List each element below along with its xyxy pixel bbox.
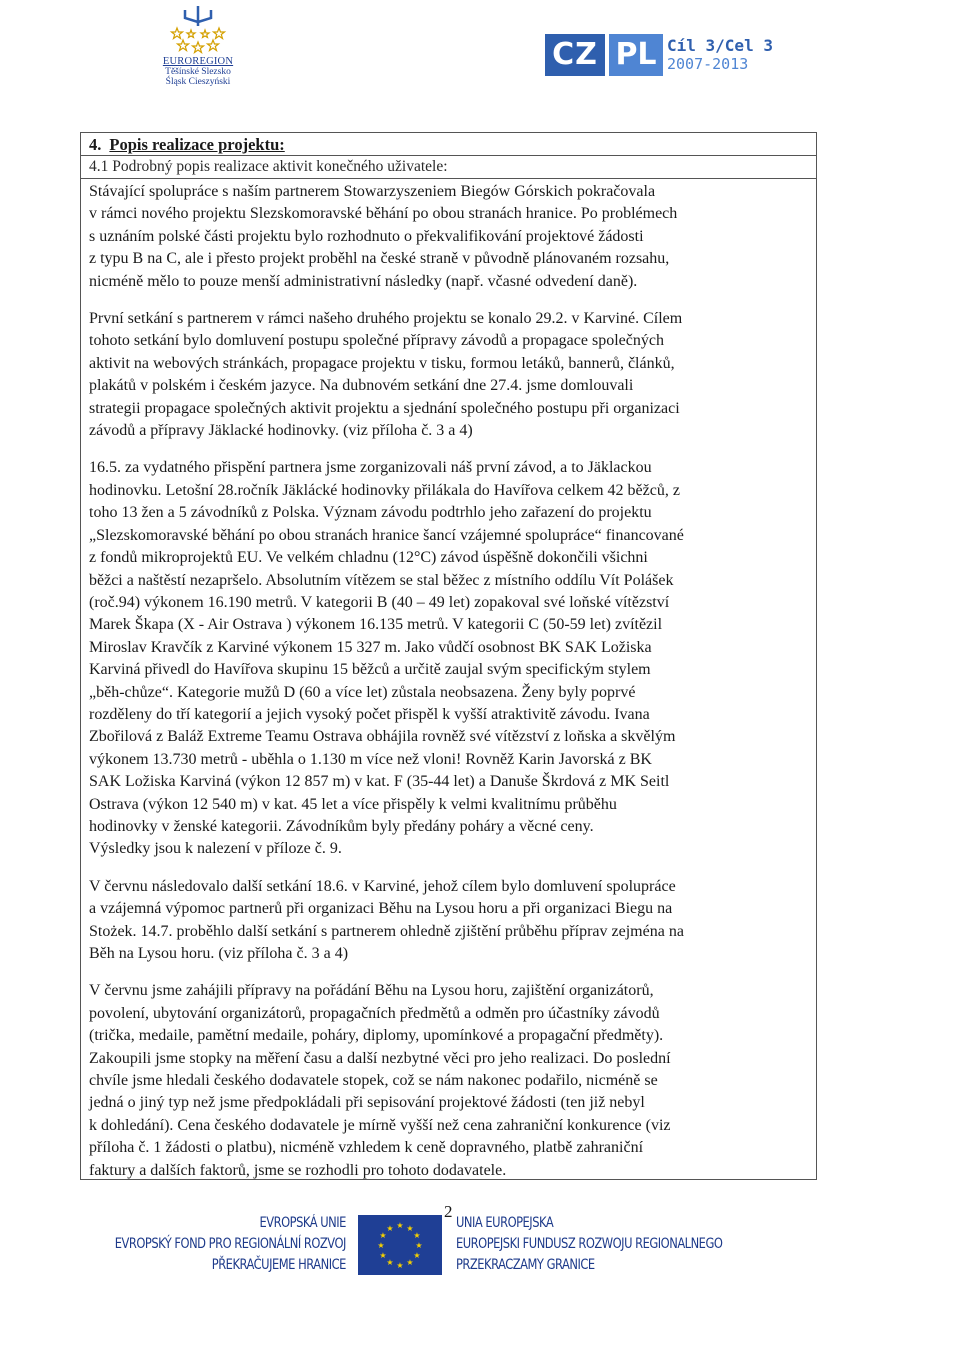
program-logo-cz: CZ	[545, 34, 605, 76]
euroregion-name-cz: Těšínské Slezsko	[165, 67, 231, 77]
subheading-row	[81, 155, 816, 179]
paragraph: První setkání s partnerem v rámci našeho druhého projektu se konalo 29.2. v Karviné. Cílem tohoto setkání bylo domluvení postupu společné přípravy závodů a propagace společných aktivit na webových stránkách, propagace projektu v tisku, formou letáků, bannerů, článků, plakátů v polském i českém jazyce. Na dubnovém setkání dne 27.4. jsme domlouvali strategii propagace společných aktivit projektu a sjednání společného postupu při organizaci závodů a přípravy Jäklacké hodinovky. (viz příloha č. 3 a 4)	[89, 310, 683, 440]
svg-text:★: ★	[379, 1251, 387, 1260]
paragraph: V červnu následovalo další setkání 18.6. v Karviné, jehož cílem bylo domluvení spolupráce a vzájemná výpomoc partnerů při organizaci Běhu na Lysou horu a při organizaci Biegu na Stożek. 14.7. proběhlo další setkání s partnerem ohledně zjištění průběhu příprav zejména na Běh na Lysou horu. (viz příloha č. 3 a 4)	[89, 877, 684, 962]
svg-text:★: ★	[413, 1231, 421, 1240]
program-logo-years: 2007-2013	[667, 55, 749, 73]
svg-text:★: ★	[406, 1258, 414, 1267]
paragraph: 16.5. za vydatného přispění partnera jsme zorganizovali náš první závod, a to Jäklackou hodinovku. Letošní 28.ročník Jäklácké hodinovky přilákala do Havířova celkem 42 běžců, z toho 13 žen a 5 závodníků z Polska. Význam závodu podtrhlo jeho zařazení do projektu „Slezskomoravské běhání po obou stranách hranice šancí vzájemné spolupráce“ financované z fondů mikroprojektů EU. Ve velkém chladnu (12°C) závod úspěšně dokončili všichni běžci a naštěstí nezapršelo. Absolutním vítězem se stal běžec z místního oddílu Vít Polášek (roč.94) výkonem 16.190 metrů. V kategorii B (40 – 49 let) zopakoval své loňské vítězství Marek Škapa (X - Air Ostrava ) výkonem 16.135 metrů. V kategorii C (50-59 let) zvítězil Miroslav Kravčík z Karviné výkonem 15 327 m. Jako vůdčí osobnost BK SAK Ložiska Karviná přivedl do Havířova skupinu 15 běžců a určitě zaujal svým specifickým stylem „běh-chůze“. Kategorie mužů D (60 a více let) zůstala neobsazena. Ženy byly poprvé rozděleny do tří kategorií a jejich vysoký počet přispěl k vyšší atraktivitě závodu. Ivana Zbořilová z Baláž Extreme Teamu Ostrava obhájila rovněž své vítězství z loňska a skvělým výkonem 13.730 metrů - uběhla o 1.130 m více než vloni! Rovněž Karin Javorská z BK SAK Ložiska Karviná (výkon 12 857 m) v kat. F (35-44 let) a Danuše Škrdová z MK Seitl Ostrava (výkon 12 540 m) v kat. 45 let a více přispěly k velmi kvalitnímu průběhu hodinovky v ženské kategorii. Závodníkům byly předány poháry a věcné ceny. Výsledky jsou k nalezení v příloze č. 9.	[89, 459, 684, 858]
footer-left-line: EVROPSKÁ UNIE	[259, 1215, 346, 1231]
euroregion-emblem-icon	[163, 4, 233, 54]
footer-left-text	[115, 1213, 346, 1276]
euroregion-name-pl: Śląsk Cieszyński	[165, 77, 231, 87]
svg-text:★: ★	[377, 1241, 385, 1250]
svg-text:★: ★	[379, 1231, 387, 1240]
svg-text:★: ★	[386, 1224, 394, 1233]
footer-left-line: EVROPSKÝ FOND PRO REGIONÁLNÍ ROZVOJ	[114, 1236, 346, 1252]
program-logo-pl: PL	[609, 34, 663, 76]
paragraph: V červnu jsme zahájili přípravy na pořádání Běhu na Lysou horu, zajištění organizátorů, povolení, ubytování organizátorů, propagačních předmětů a odměn pro účastníky závodů (trička, medaile, pamětní medaile, poháry, diplomy, upomínkové a propagační předměty). Zakoupili jsme stopky na měření času a další nezbytné věci pro jeho realizaci. Do poslední chvíle jsme hledali českého dodavatele stopek, což se nám nakonec podařilo, nicméně se jedná o jiný typ než jsme předpokládali při sepisování projektové žádosti (ten již nebyl k dohledání). Cena českého dodavatele je mírně vyšší než cena zahraniční konkurence (viz příloha č. 1 žádosti o platbu), nicméně vzhledem k ceně dopravného, platbě zahraniční faktury a dalších faktorů, jsme se rozhodli pro tohoto dodavatele.	[89, 982, 671, 1179]
svg-text:★: ★	[413, 1251, 421, 1260]
footer-right-line: UNIA EUROPEJSKA	[456, 1215, 554, 1231]
program-logo	[545, 32, 780, 82]
section-heading	[89, 135, 285, 154]
euroregion-title: EUROREGION	[162, 56, 234, 67]
eu-flag-icon	[358, 1215, 442, 1275]
svg-text:★: ★	[406, 1224, 414, 1233]
content-frame	[80, 132, 817, 1180]
section-title: Popis realizace projektu:	[109, 135, 285, 154]
paragraph: Stávající spolupráce s naším partnerem Stowarzyszeniem Biegów Górskich pokračovala v rámci nového projektu Slezskomoravské běhání po obou stranách hranice. Po problémech s uznáním polské části projektu bylo rozhodnuto o překvalifikování projektové žádosti z typu B na C, ale i přesto projekt proběhl na české straně v původně plánovaném rozsahu, nicméně mělo to pouze menší administrativní následky (např. včasné odvedení daně).	[89, 183, 678, 290]
footer-right-text	[456, 1213, 722, 1276]
svg-text:★: ★	[396, 1261, 404, 1270]
program-logo-goal: Cíl 3/Cel 3	[667, 36, 773, 55]
svg-text:★: ★	[386, 1258, 394, 1267]
body-text	[89, 181, 811, 1197]
footer-right-line: PRZEKRACZAMY GRANICE	[456, 1257, 595, 1273]
page-number: 2	[444, 1202, 453, 1221]
footer	[0, 1205, 960, 1285]
euroregion-logo	[148, 4, 248, 96]
svg-text:★: ★	[396, 1221, 404, 1230]
footer-right-line: EUROPEJSKI FUNDUSZ ROZWOJU REGIONALNEGO	[456, 1236, 723, 1252]
svg-text:★: ★	[415, 1241, 423, 1250]
subsection-heading: 4.1 Podrobný popis realizace aktivit konečného uživatele:	[89, 158, 448, 175]
section-number: 4.	[89, 135, 102, 154]
footer-left-line: PŘEKRAČUJEME HRANICE	[211, 1257, 346, 1273]
